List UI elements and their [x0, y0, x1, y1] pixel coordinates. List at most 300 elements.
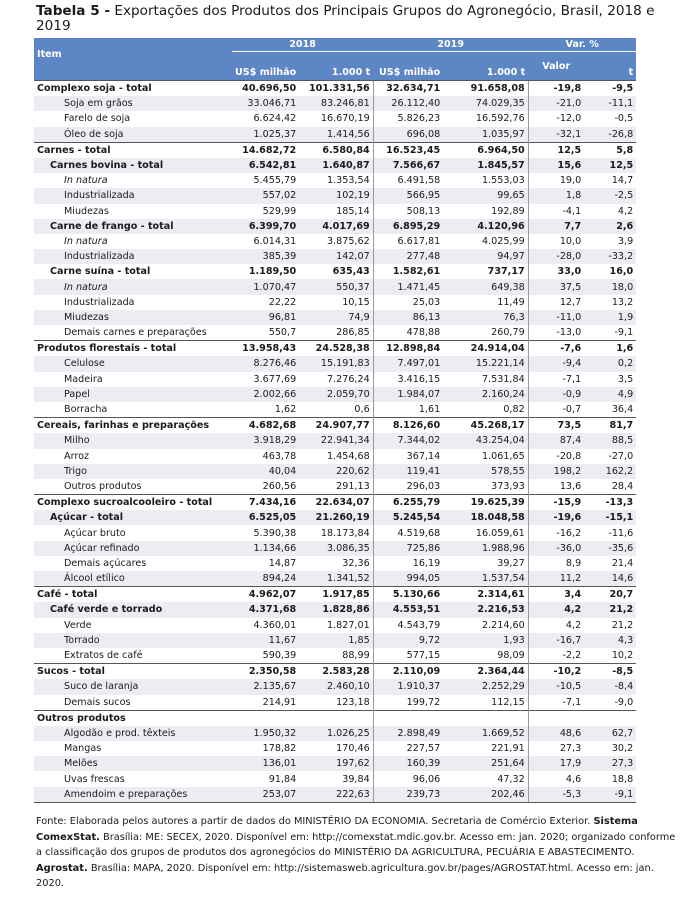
cell-t19: 4.025,99: [481, 235, 525, 247]
cell-t18: 10,15: [342, 296, 370, 308]
cell-t19: 221,91: [491, 743, 525, 755]
cell-v18: 1.070,47: [253, 281, 297, 293]
cell-t19: 1.537,54: [481, 573, 525, 585]
cell-v18: 253,07: [232, 787, 299, 803]
cell-vt: 12,5: [609, 160, 634, 172]
cell-v19: 227,57: [373, 741, 443, 756]
cell-vt: 62,7: [611, 727, 634, 739]
cell-v18: 6.399,70: [248, 220, 297, 232]
cell-v18: 22,22: [268, 296, 297, 308]
table-row: [34, 402, 636, 418]
cell-vv: 87,4: [528, 433, 584, 448]
table-row: [34, 325, 636, 341]
cell-v19: 7.344,02: [373, 433, 443, 448]
row-label: Café - total: [34, 587, 232, 603]
source-note: [36, 814, 676, 892]
row-label: Miudezas: [64, 311, 109, 323]
table-row: [34, 787, 636, 803]
cell-vt: 16,0: [609, 266, 634, 278]
cell-t19: 39,27: [497, 557, 525, 569]
cell-vv: -13,0: [528, 325, 584, 341]
cell-v19: 4.553,51: [373, 602, 443, 617]
cell-t18: 1.454,68: [326, 450, 370, 462]
cell-t18: 1.828,86: [322, 604, 370, 616]
cell-t19: 98,09: [497, 650, 525, 662]
table-row: [34, 618, 636, 633]
table-row: [34, 541, 636, 556]
cell-v19: 86,13: [373, 310, 443, 325]
cell-vv: 8,9: [528, 556, 584, 571]
row-label: Arroz: [64, 450, 89, 462]
cell-vt: 5,8: [584, 142, 636, 158]
cell-vv: 15,6: [528, 158, 584, 173]
cell-v18: 590,39: [262, 650, 297, 662]
cell-vv: 11,2: [528, 571, 584, 587]
cell-v19: 1.471,45: [373, 279, 443, 294]
cell-v19: 6.617,81: [373, 234, 443, 249]
cell-t18: 101.331,56: [299, 81, 373, 97]
table-row: [34, 756, 636, 771]
cell-vt: 2,6: [616, 220, 634, 232]
cell-t19: 45.268,17: [443, 418, 528, 434]
cell-t19: 260,79: [491, 327, 525, 339]
cell-v18: 894,24: [262, 573, 297, 585]
cell-vt: 4,3: [617, 634, 634, 646]
cell-v18: 40.696,50: [232, 81, 299, 97]
table-row: [34, 587, 636, 603]
cell-v18: 13.958,43: [232, 341, 299, 357]
cell-vv: 19,0: [528, 173, 584, 188]
cell-v19: 5.130,66: [373, 587, 443, 603]
cell-v18: 557,02: [262, 190, 297, 202]
row-label: Óleo de soja: [64, 128, 124, 140]
cell-v18: 6.525,05: [248, 512, 297, 524]
cell-vt: 4,2: [617, 205, 634, 217]
cell-t19: 99,65: [497, 190, 525, 202]
row-label: Sucos - total: [34, 664, 232, 680]
cell-vt: 18,0: [611, 281, 634, 293]
cell-t18: 0,6: [354, 404, 370, 416]
header-t-2018: 1.000 t: [299, 52, 373, 81]
cell-t18: 635,43: [332, 266, 370, 278]
row-label: Açúcar bruto: [64, 527, 126, 539]
cell-v19: 119,41: [373, 464, 443, 479]
cell-vv: -7,1: [528, 695, 584, 711]
cell-vv: 12,7: [528, 295, 584, 310]
table-row: [34, 264, 636, 279]
table-row: [34, 219, 636, 234]
cell-t18: 142,07: [336, 251, 370, 263]
table-row: [34, 279, 636, 294]
cell-t19: 2.214,60: [481, 619, 525, 631]
cell-vt: -11,1: [608, 98, 634, 110]
row-label: Madeira: [64, 373, 103, 385]
row-label: Industrializada: [64, 251, 135, 263]
table-row: [34, 525, 636, 540]
cell-vt: 21,2: [611, 619, 634, 631]
cell-v19: 16.523,45: [373, 142, 443, 158]
cell-t18: 16.670,19: [320, 113, 370, 125]
table-row: [34, 111, 636, 126]
cell-v19: 1,61: [373, 402, 443, 418]
cell-v19: 239,73: [373, 787, 443, 803]
table-row: [34, 341, 636, 357]
row-label: Demais açúcares: [64, 557, 147, 569]
row-label: Complexo sucroalcooleiro - total: [34, 495, 232, 511]
cell-vv: 73,5: [528, 418, 584, 434]
cell-t19: 7.531,84: [481, 373, 525, 385]
cell-vt: -9,0: [614, 696, 634, 708]
cell-vv: -4,1: [528, 204, 584, 219]
cell-t19: 1.845,57: [477, 160, 525, 172]
cell-vv: 17,9: [528, 756, 584, 771]
cell-v18: 4.371,68: [248, 604, 297, 616]
cell-vt: -13,3: [584, 495, 636, 511]
cell-v18: 385,39: [262, 251, 297, 263]
cell-v18: 3.677,69: [253, 373, 297, 385]
cell-t19: 192,89: [491, 205, 525, 217]
cell-t18: 1.353,54: [326, 175, 370, 187]
table-row: [34, 695, 636, 711]
cell-vt: 3,5: [617, 373, 634, 385]
cell-v18: 6.542,81: [248, 160, 297, 172]
cell-vv: 4,2: [528, 618, 584, 633]
table-row: [34, 556, 636, 571]
cell-v18: 7.434,16: [232, 495, 299, 511]
row-label: Trigo: [64, 465, 88, 477]
cell-t18: 123,18: [336, 696, 370, 708]
row-label: Demais carnes e preparações: [64, 327, 207, 339]
cell-t18: 15.191,83: [320, 358, 370, 370]
cell-t19: 1,93: [503, 634, 525, 646]
cell-vt: 1,6: [584, 341, 636, 357]
cell-vv: 12,5: [528, 142, 584, 158]
cell-vv: -19,8: [528, 81, 584, 97]
row-label: Café verde e torrado: [50, 604, 163, 616]
cell-v18: 3.918,29: [253, 435, 297, 447]
cell-t19: 2.216,53: [477, 604, 525, 616]
cell-v18: 2.135,67: [253, 681, 297, 693]
cell-t18: 1,85: [348, 634, 370, 646]
row-label: In natura: [64, 175, 108, 187]
cell-v18: 14.682,72: [232, 142, 299, 158]
table-row: [34, 479, 636, 495]
table-number: Tabela 5 -: [36, 3, 111, 19]
cell-t18: 286,85: [336, 327, 370, 339]
cell-vt: 14,7: [611, 175, 634, 187]
cell-vt: 4,9: [617, 388, 634, 400]
cell-vt: [584, 710, 636, 726]
cell-t19: 2.314,61: [443, 587, 528, 603]
cell-v18: 178,82: [262, 743, 297, 755]
cell-vt: 30,2: [611, 743, 634, 755]
row-label: Melões: [64, 758, 98, 770]
table-title-text: Exportações dos Produtos dos Principais Grupos do Agronegócio, Brasil, 2018 e 2019: [36, 3, 655, 34]
cell-v18: 14,87: [268, 557, 297, 569]
cell-v18: 2.002,66: [253, 388, 297, 400]
cell-t19: 251,64: [491, 758, 525, 770]
cell-vt: 18,8: [611, 773, 634, 785]
cell-v18: 6.014,31: [253, 235, 297, 247]
cell-v19: 16,19: [373, 556, 443, 571]
cell-v19: 12.898,84: [373, 341, 443, 357]
cell-vt: 1,9: [617, 311, 634, 323]
cell-v18: 1.189,50: [248, 266, 297, 278]
cell-vv: -11,0: [528, 310, 584, 325]
cell-vv: -28,0: [528, 249, 584, 264]
cell-vt: -33,2: [608, 251, 634, 263]
source-agrostat-name: Agrostat.: [36, 862, 88, 874]
cell-v18: 463,78: [262, 450, 297, 462]
table-row: [34, 295, 636, 310]
cell-v18: 1.950,32: [253, 727, 297, 739]
table-row: [34, 249, 636, 264]
cell-vv: -0,7: [528, 402, 584, 418]
table-row: [34, 710, 636, 726]
row-label: Amendoim e preparações: [34, 787, 232, 803]
table-row: [34, 510, 636, 525]
cell-v18: 4.962,07: [232, 587, 299, 603]
table-row: [34, 433, 636, 448]
cell-v19: 1.582,61: [373, 264, 443, 279]
cell-vv: -20,8: [528, 449, 584, 464]
cell-vt: -2,5: [614, 190, 634, 202]
cell-t18: 550,37: [336, 281, 370, 293]
cell-t18: 185,14: [336, 205, 370, 217]
row-label: Borracha: [64, 404, 108, 416]
table-title: [36, 4, 676, 34]
row-label: Extratos de café: [64, 650, 143, 662]
cell-v18: 1.025,37: [253, 128, 297, 140]
cell-vv: -5,3: [528, 787, 584, 803]
cell-vt: 88,5: [611, 435, 634, 447]
cell-vt: -27,0: [608, 450, 634, 462]
table-row: [34, 372, 636, 387]
cell-vv: -2,2: [528, 648, 584, 664]
cell-t18: 3.875,62: [326, 235, 370, 247]
cell-t19: 16.059,61: [475, 527, 525, 539]
row-label: Açúcar refinado: [64, 542, 140, 554]
row-label: Soja em grãos: [64, 98, 133, 110]
cell-vv: -16,2: [528, 525, 584, 540]
cell-v18: 5.455,79: [253, 175, 297, 187]
table-header: [34, 38, 636, 81]
table-row: [34, 449, 636, 464]
cell-t18: 3.086,35: [326, 542, 370, 554]
header-item: Item: [34, 38, 232, 81]
cell-v18: 260,56: [262, 480, 297, 492]
row-label: Suco de laranja: [64, 681, 139, 693]
cell-t19: 1.061,65: [481, 450, 525, 462]
cell-t18: 197,62: [336, 758, 370, 770]
cell-t18: 222,63: [299, 787, 373, 803]
cell-v19: 4.519,68: [373, 525, 443, 540]
cell-t19: 43.254,04: [475, 435, 525, 447]
cell-t19: 373,93: [491, 480, 525, 492]
table-row: [34, 602, 636, 617]
cell-t19: 91.658,08: [443, 81, 528, 97]
cell-t19: 76,3: [503, 311, 525, 323]
cell-v19: 725,86: [373, 541, 443, 556]
cell-t19: 74.029,35: [475, 98, 525, 110]
cell-vt: -35,6: [608, 542, 634, 554]
row-label: Torrado: [64, 634, 100, 646]
cell-vt: 10,2: [611, 650, 634, 662]
table-row: [34, 387, 636, 402]
cell-t18: 1.917,85: [299, 587, 373, 603]
cell-t19: 2.160,24: [481, 388, 525, 400]
header-t-2019: 1.000 t: [443, 52, 528, 81]
cell-vt: 36,4: [611, 404, 634, 416]
cell-v19: 1.910,37: [373, 679, 443, 694]
cell-vv: -21,0: [528, 96, 584, 111]
row-label: Outros produtos: [34, 710, 232, 726]
cell-vt: 0,2: [617, 358, 634, 370]
cell-t18: 1.341,52: [326, 573, 370, 585]
cell-t18: 1.827,01: [326, 619, 370, 631]
cell-v18: [232, 710, 299, 726]
cell-v19: 96,06: [373, 771, 443, 786]
header-var-t: t: [584, 52, 636, 81]
cell-v19: 6.491,58: [373, 173, 443, 188]
cell-vv: -10,5: [528, 679, 584, 694]
row-label: Farelo de soja: [64, 113, 131, 125]
cell-v19: 577,15: [373, 648, 443, 664]
cell-vv: -7,6: [528, 341, 584, 357]
cell-t19: 0,82: [503, 404, 525, 416]
row-label: In natura: [64, 281, 108, 293]
row-label: Celulose: [64, 358, 105, 370]
cell-v19: 6.255,79: [373, 495, 443, 511]
cell-vv: -15,9: [528, 495, 584, 511]
cell-t18: 220,62: [336, 465, 370, 477]
cell-t19: 2.252,29: [481, 681, 525, 693]
row-label: Cereais, farinhas e preparações: [34, 418, 232, 434]
table-row: [34, 648, 636, 664]
cell-t18: 170,46: [336, 743, 370, 755]
row-label: Industrializada: [64, 296, 135, 308]
cell-t19: 649,38: [491, 281, 525, 293]
cell-t19: 4.120,96: [477, 220, 525, 232]
cell-v19: 9,72: [373, 633, 443, 648]
cell-t18: 24.907,77: [299, 418, 373, 434]
cell-vv: -19,6: [528, 510, 584, 525]
row-label: Demais sucos: [64, 696, 131, 708]
cell-vt: 27,3: [611, 758, 634, 770]
cell-v19: 32.634,71: [373, 81, 443, 97]
cell-vt: -9,1: [584, 787, 636, 803]
cell-t19: 24.914,04: [443, 341, 528, 357]
cell-v18: 214,91: [262, 696, 297, 708]
cell-t19: 19.625,39: [443, 495, 528, 511]
table-row: [34, 158, 636, 173]
cell-v18: 8.276,46: [253, 358, 297, 370]
cell-t19: 578,55: [491, 465, 525, 477]
cell-t18: 1.640,87: [322, 160, 370, 172]
row-label: Miudezas: [64, 205, 109, 217]
table-row: [34, 418, 636, 434]
table-row: [34, 142, 636, 158]
cell-vt: -8,4: [614, 681, 634, 693]
cell-v19: 994,05: [373, 571, 443, 587]
table-row: [34, 464, 636, 479]
cell-v19: 367,14: [373, 449, 443, 464]
cell-v18: 33.046,71: [247, 98, 297, 110]
cell-v18: 1,62: [274, 404, 297, 416]
cell-v19: 3.416,15: [373, 372, 443, 387]
cell-t18: 39,84: [342, 773, 370, 785]
cell-v19: 296,03: [373, 479, 443, 495]
cell-vv: 37,5: [528, 279, 584, 294]
row-label: Milho: [64, 435, 90, 447]
cell-vt: -11,6: [608, 527, 634, 539]
cell-v18: 96,81: [268, 311, 297, 323]
table-row: [34, 679, 636, 694]
table-row: [34, 571, 636, 587]
cell-vv: -16,7: [528, 633, 584, 648]
cell-t18: 2.059,70: [326, 388, 370, 400]
cell-vt: 28,4: [611, 480, 634, 492]
row-label: Carne de frango - total: [50, 220, 174, 232]
row-label: Algodão e prod. têxteis: [64, 727, 176, 739]
table-row: [34, 81, 636, 97]
cell-v18: 4.682,68: [232, 418, 299, 434]
cell-v19: 199,72: [373, 695, 443, 711]
table-row: [34, 173, 636, 188]
row-label: Uvas frescas: [64, 773, 125, 785]
cell-v19: [373, 710, 443, 726]
cell-t18: 32,36: [342, 557, 370, 569]
cell-vv: -10,2: [528, 664, 584, 680]
source-lead: Fonte: Elaborada pelos autores a partir de dados do MINISTÉRIO DA ECONOMIA. Secretaria de Comércio Exterior.: [36, 816, 591, 827]
table-row: [34, 310, 636, 325]
cell-t18: [299, 710, 373, 726]
table-row: [34, 127, 636, 143]
cell-t18: 4.017,69: [322, 220, 370, 232]
cell-t19: 1.553,03: [481, 175, 525, 187]
cell-vv: 1,8: [528, 188, 584, 203]
table-row: [34, 188, 636, 203]
row-label: Papel: [64, 388, 90, 400]
cell-t19: 6.964,50: [443, 142, 528, 158]
table-row: [34, 633, 636, 648]
cell-vv: 33,0: [528, 264, 584, 279]
cell-t18: 18.173,84: [320, 527, 370, 539]
cell-t19: 18.048,58: [470, 512, 525, 524]
source-text-1: Brasília: ME: SECEX, 2020. Disponível em: http://comexstat.mdic.gov.br. Acesso em: jan. 2020; organizado conforme a classificação dos grupos de produtos dos agronegócios do MINISTÉRIO DA AGRICULTURA, PECUÁRIA E ABASTECIMENTO.: [36, 831, 676, 859]
cell-v18: 550,7: [268, 327, 297, 339]
cell-v19: 5.245,54: [373, 510, 443, 525]
cell-vt: -9,5: [584, 81, 636, 97]
cell-vt: 81,7: [584, 418, 636, 434]
cell-v18: 6.624,42: [253, 113, 297, 125]
cell-v19: 1.984,07: [373, 387, 443, 402]
table-row: [34, 356, 636, 371]
table-row: [34, 741, 636, 756]
cell-t19: [443, 710, 528, 726]
cell-t19: 2.364,44: [443, 664, 528, 680]
cell-t19: 94,97: [497, 251, 525, 263]
header-var-valor: Valor: [528, 52, 584, 81]
cell-v18: 529,99: [262, 205, 297, 217]
cell-v18: 40,04: [268, 465, 297, 477]
row-label: Verde: [64, 619, 92, 631]
source-text-2: Brasília: MAPA, 2020. Disponível em: http://sistemasweb.agricultura.gov.br/pages/AGROSTAT.html. Acesso em: jan. 2020.: [36, 862, 654, 890]
cell-vt: -15,1: [605, 512, 634, 524]
cell-v19: 8.126,60: [373, 418, 443, 434]
cell-t19: 112,15: [491, 696, 525, 708]
header-usd-2018: US$ milhão: [232, 52, 299, 81]
